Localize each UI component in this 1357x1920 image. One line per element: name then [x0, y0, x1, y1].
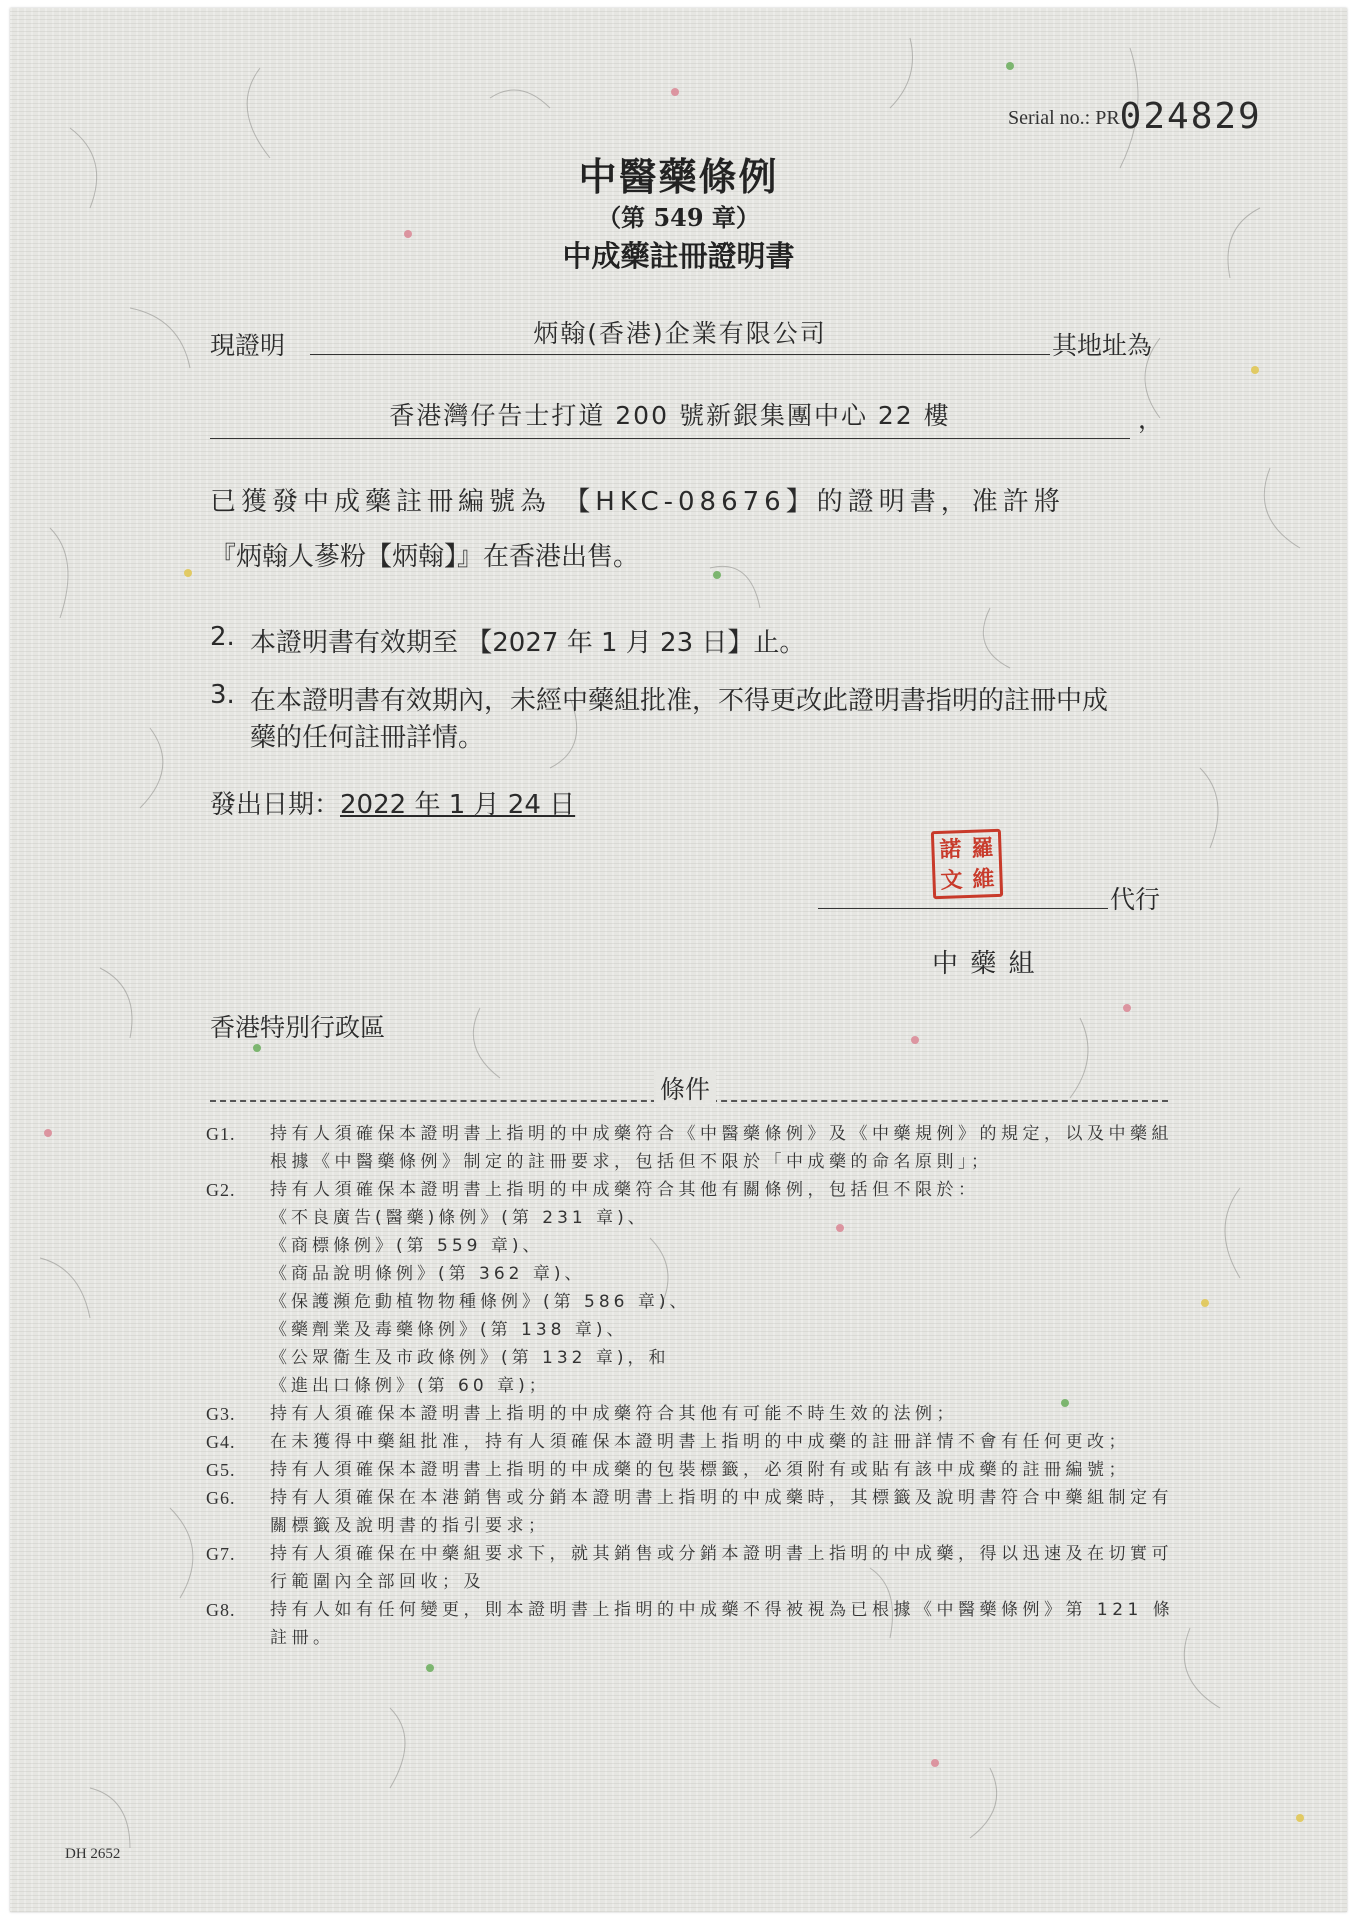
condition-id: G8.	[206, 1600, 236, 1620]
item-2-number: 2.	[210, 622, 235, 652]
ordinance-item: 《不良廣告(醫藥)條例》(第 231 章)、	[270, 1208, 649, 1228]
condition-text: 持有人須確保在中藥組要求下，就其銷售或分銷本證明書上指明的中成藥，得以迅速及在切實可行範圍內全部回收；及	[270, 1544, 1173, 1592]
condition-text: 持有人須確保本證明書上指明的中成藥符合《中醫藥條例》及《中藥規例》的規定，以及中藥組根據《中醫藥條例》制定的註冊要求，包括但不限於「中成藥的命名原則」；	[270, 1124, 1173, 1172]
conditions-heading: 條件	[654, 1070, 716, 1106]
amendment-statement-line1: 在本證明書有效期內，未經中藥組批准，不得更改此證明書指明的註冊中成	[250, 686, 1109, 716]
hksar-label: 香港特別行政區	[210, 1013, 386, 1042]
certificate-title: 中成藥註冊證明書	[562, 239, 795, 273]
certify-prefix: 現證明	[210, 331, 286, 360]
issue-date-value: 2022 年 1 月 24 日	[340, 790, 576, 820]
item-3-number: 3.	[210, 680, 235, 710]
company-address: 香港灣仔告士打道 200 號新銀集團中心 22 樓	[210, 396, 1130, 439]
ordinance-item: 《保護瀕危動植物物種條例》(第 586 章)、	[270, 1292, 691, 1312]
condition-text: 持有人須確保本證明書上指明的中成藥的包裝標籤，必須附有或貼有該中成藥的註冊編號；	[270, 1460, 1130, 1480]
issue-date	[210, 784, 575, 821]
condition-item	[206, 1540, 1181, 1596]
seal-char: 維	[972, 865, 995, 893]
official-seal-stamp	[931, 829, 1003, 899]
condition-text: 持有人如有任何變更，則本證明書上指明的中成藥不得被視為已根據《中醫藥條例》第 121 條註冊。	[270, 1600, 1175, 1648]
serial-value: 024829	[1119, 96, 1262, 137]
condition-item	[206, 1484, 1181, 1540]
condition-item	[206, 1120, 1181, 1176]
condition-id: G7.	[206, 1544, 236, 1564]
condition-id: G5.	[206, 1460, 236, 1480]
serial-number	[1008, 96, 1262, 137]
product-name-statement: 『炳翰人蔘粉【炳翰】』在香港出售。	[210, 542, 640, 572]
issue-date-label: 發出日期：	[210, 790, 341, 820]
chapter-number: （第 549 章）	[597, 203, 760, 232]
condition-text: 持有人須確保本證明書上指明的中成藥符合其他有關條例，包括但不限於：	[270, 1180, 980, 1200]
address-comma: ，	[1138, 405, 1164, 434]
validity-statement: 本證明書有效期至 【2027 年 1 月 23 日】止。	[250, 628, 806, 658]
condition-item	[206, 1456, 1181, 1484]
address-label: 其地址為	[1052, 331, 1153, 360]
serial-label: Serial no.: PR	[1008, 107, 1120, 129]
chinese-medicines-division: 中 藥 組	[932, 949, 1037, 979]
signature-line	[818, 908, 1108, 909]
condition-item	[206, 1176, 1181, 1400]
seal-char: 羅	[970, 834, 994, 862]
condition-id: G3.	[206, 1404, 236, 1424]
ordinance-item: 《公眾衞生及市政條例》(第 132 章)，和	[270, 1348, 670, 1368]
ordinance-item: 《商標條例》(第 559 章)、	[270, 1236, 544, 1256]
ordinance-item: 《進出口條例》(第 60 章)；	[270, 1376, 550, 1396]
ordinance-item: 《藥劑業及毒藥條例》(第 138 章)、	[270, 1320, 628, 1340]
condition-id: G1.	[206, 1124, 236, 1144]
condition-text: 持有人須確保在本港銷售或分銷本證明書上指明的中成藥時，其標籤及說明書符合中藥組制定有關標籤及說明書的指引要求；	[270, 1488, 1173, 1536]
condition-item	[206, 1428, 1181, 1456]
company-name: 炳翰(香港)企業有限公司	[310, 314, 1050, 355]
condition-text: 持有人須確保本證明書上指明的中成藥符合其他有可能不時生效的法例；	[270, 1404, 958, 1424]
on-behalf-label: 代行	[1110, 885, 1161, 914]
seal-char: 文	[940, 866, 963, 894]
condition-id: G4.	[206, 1432, 236, 1452]
condition-body	[270, 1176, 1181, 1400]
ordinance-item: 《商品說明條例》(第 362 章)、	[270, 1264, 586, 1284]
seal-char: 諾	[939, 835, 962, 863]
ordinance-title: 中醫藥條例	[578, 155, 779, 199]
certificate-paper	[10, 8, 1347, 1912]
conditions-list	[206, 1120, 1181, 1652]
registration-statement: 已獲發中成藥註冊編號為 【HKC-08676】的證明書，准許將	[210, 487, 1065, 517]
form-code: DH 2652	[65, 1846, 121, 1862]
amendment-statement-line2: 藥的任何註冊詳情。	[250, 723, 485, 753]
condition-text: 在未獲得中藥組批准，持有人須確保本證明書上指明的中成藥的註冊詳情不會有任何更改；	[270, 1432, 1130, 1452]
ordinance-list	[270, 1204, 1181, 1400]
condition-item	[206, 1400, 1181, 1428]
condition-item	[206, 1596, 1181, 1652]
condition-id: G6.	[206, 1488, 236, 1508]
condition-id: G2.	[206, 1180, 236, 1200]
